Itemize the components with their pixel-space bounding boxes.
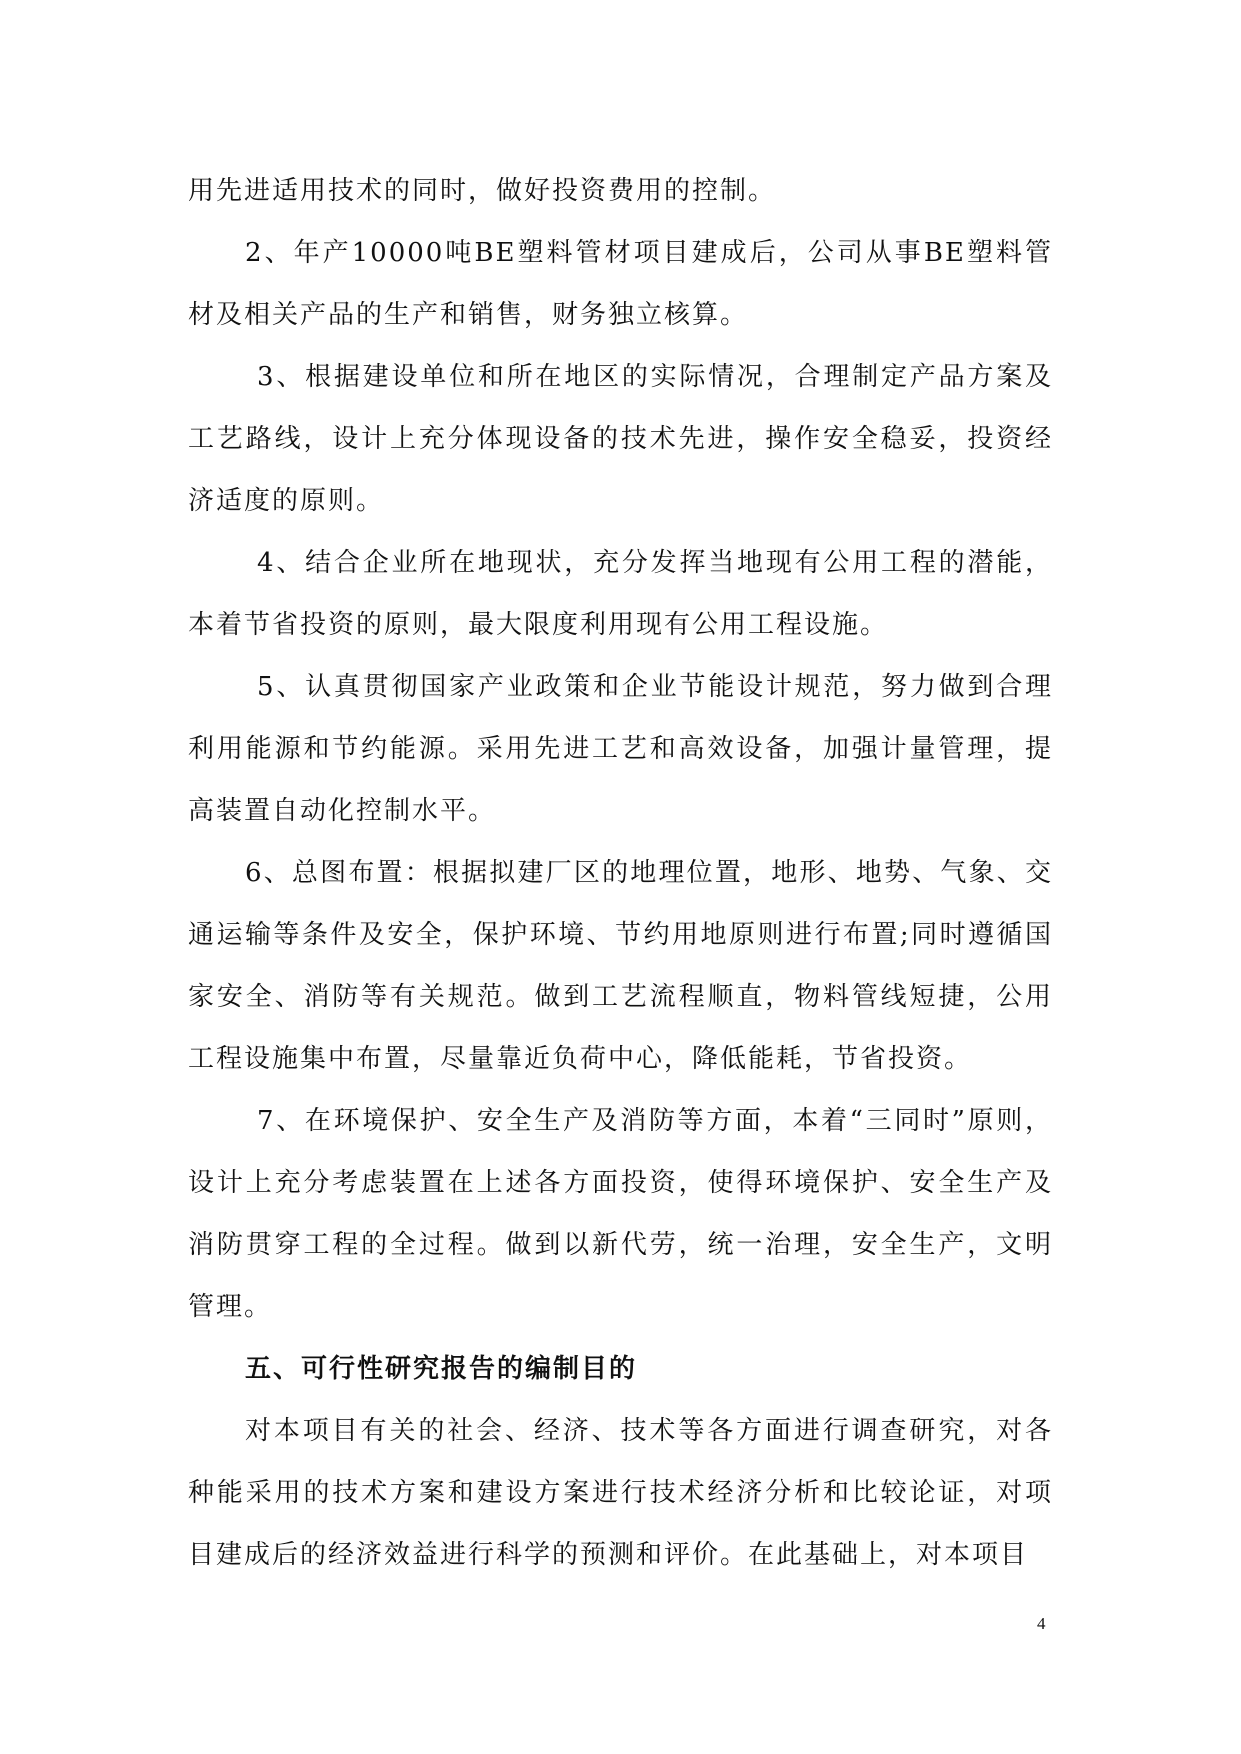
- paragraph-item-6: 6、总图布置：根据拟建厂区的地理位置，地形、地势、气象、交通运输等条件及安全，保护环境、节约用地原则进行布置;同时遵循国家安全、消防等有关规范。做到工艺流程顺直，物料管线短捷，公用工程设施集中布置，尽量靠近负荷中心，降低能耗，节省投资。: [188, 858, 1053, 1074]
- paragraph-item-2: 2、年产10000吨BE塑料管材项目建成后，公司从事BE塑料管材及相关产品的生产和销售，财务独立核算。: [188, 238, 1053, 330]
- section-heading: 五、可行性研究报告的编制目的: [245, 1354, 638, 1384]
- section-paragraph: 对本项目有关的社会、经济、技术等各方面进行调查研究，对各种能采用的技术方案和建设方案进行技术经济分析和比较论证，对项目建成后的经济效益进行科学的预测和评价。在此基础上，对本项目: [188, 1416, 1053, 1570]
- paragraph-item-3: 3、根据建设单位和所在地区的实际情况，合理制定产品方案及工艺路线，设计上充分体现设备的技术先进，操作安全稳妥，投资经济适度的原则。: [188, 362, 1053, 516]
- paragraph-continuation: 用先进适用技术的同时，做好投资费用的控制。: [188, 176, 777, 206]
- paragraph-item-4: 4、结合企业所在地现状，充分发挥当地现有公用工程的潜能，本着节省投资的原则，最大限度利用现有公用工程设施。: [188, 548, 1053, 640]
- paragraph-item-7: 7、在环境保护、安全生产及消防等方面，本着“三同时”原则，设计上充分考虑装置在上述各方面投资，使得环境保护、安全生产及消防贯穿工程的全过程。做到以新代劳，统一治理，安全生产，文明管理。: [188, 1106, 1053, 1322]
- page-body: [188, 160, 1053, 1586]
- paragraph-item-5: 5、认真贯彻国家产业政策和企业节能设计规范，努力做到合理利用能源和节约能源。采用先进工艺和高效设备，加强计量管理，提高装置自动化控制水平。: [188, 672, 1053, 826]
- page-number: 4: [1037, 1614, 1046, 1633]
